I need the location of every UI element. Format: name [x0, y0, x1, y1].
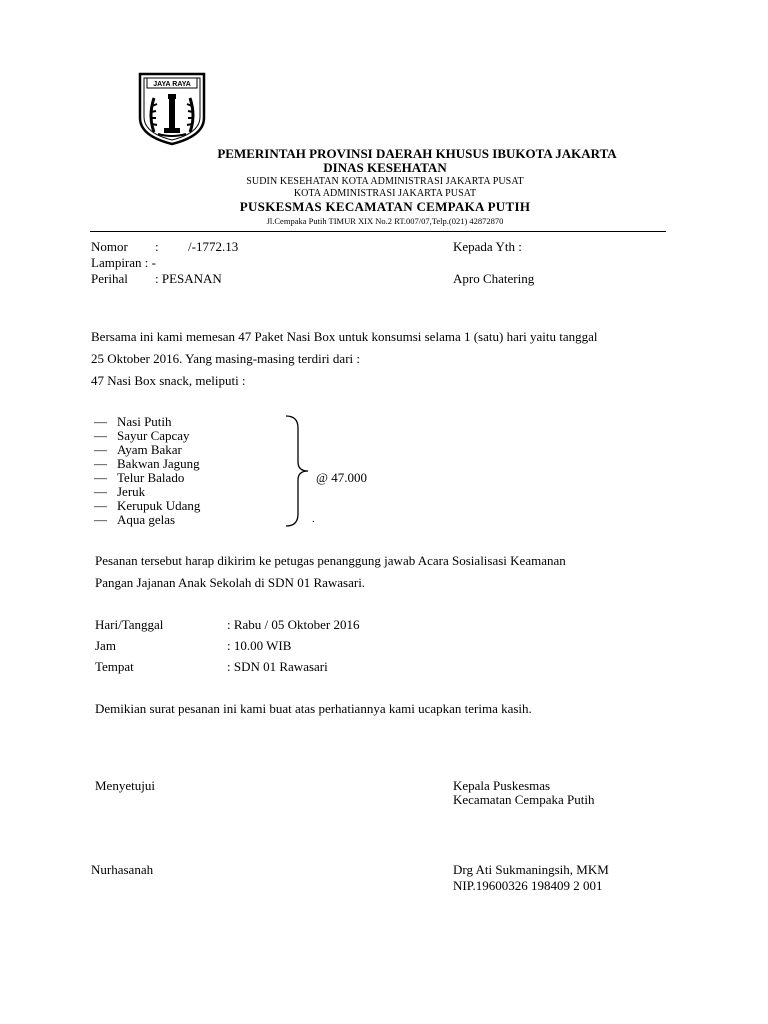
header-government: PEMERINTAH PROVINSI DAERAH KHUSUS IBUKOTA JAKARTA — [217, 146, 617, 161]
list-item: Nasi Putih — [117, 414, 172, 429]
list-bullet: — — [94, 498, 107, 513]
list-bullet: — — [94, 442, 107, 457]
perihal-label: Perihal — [91, 271, 128, 286]
body-paragraph-line: Pangan Jajanan Anak Sekolah di SDN 01 Rawasari. — [95, 575, 366, 590]
body-paragraph-line: Bersama ini kami memesan 47 Paket Nasi Box untuk konsumsi selama 1 (satu) hari yaitu tanggal — [91, 329, 598, 344]
list-item: Ayam Bakar — [117, 442, 182, 457]
nomor-value: /-1772.13 — [188, 239, 239, 254]
list-item: Aqua gelas — [117, 512, 176, 527]
kepada-label: Kepada Yth : — [453, 239, 522, 254]
right-signature-name: Drg Ati Sukmaningsih, MKM — [453, 862, 609, 877]
list-bullet: — — [94, 484, 107, 499]
jakarta-emblem-icon — [138, 72, 206, 146]
list-bullet: — — [94, 470, 107, 485]
list-bullet: — — [94, 414, 107, 429]
list-item: Jeruk — [117, 484, 146, 499]
nomor-separator: : — [155, 239, 159, 254]
hari-value: : Rabu / 05 Oktober 2016 — [227, 617, 360, 632]
body-paragraph-line: 25 Oktober 2016. Yang masing-masing terdiri dari : — [91, 351, 360, 366]
hari-label: Hari/Tanggal — [95, 617, 164, 632]
lampiran-label: Lampiran : - — [91, 255, 156, 270]
tempat-label: Tempat — [95, 659, 134, 674]
item-price: @ 47.000 — [316, 470, 367, 485]
jam-value: : 10.00 WIB — [227, 638, 292, 653]
body-paragraph-line: Pesanan tersebut harap dikirim ke petugas penanggung jawab Acara Sosialisasi Keamanan — [95, 553, 566, 568]
list-item: Sayur Capcay — [117, 428, 190, 443]
list-bullet: — — [94, 428, 107, 443]
stray-dot: . — [312, 514, 315, 525]
header-department: DINAS KESEHATAN — [323, 160, 447, 175]
closing-sentence: Demikian surat pesanan ini kami buat atas perhatiannya kami ucapkan terima kasih. — [95, 701, 532, 716]
jam-label: Jam — [95, 638, 116, 653]
header-sudin: SUDIN KESEHATAN KOTA ADMINISTRASI JAKARTA PUSAT — [246, 176, 524, 187]
right-signature-nip: NIP.19600326 198409 2 001 — [453, 878, 603, 893]
perihal-value: : PESANAN — [155, 271, 222, 286]
recipient-name: Apro Chatering — [453, 271, 535, 286]
nomor-label: Nomor — [91, 239, 128, 254]
list-item: Kerupuk Udang — [117, 498, 201, 513]
list-bullet: — — [94, 456, 107, 471]
header-address: Jl.Cempaka Putih TIMUR XIX No.2 RT.007/07,Telp.(021) 42872870 — [266, 216, 504, 226]
tempat-value: : SDN 01 Rawasari — [227, 659, 328, 674]
header-divider — [90, 231, 666, 232]
list-bullet: — — [94, 512, 107, 527]
list-item: Bakwan Jagung — [117, 456, 200, 471]
curly-brace-icon — [284, 414, 314, 528]
jaya-raya-logo — [138, 72, 206, 146]
body-paragraph-line: 47 Nasi Box snack, meliputi : — [91, 373, 246, 388]
right-signature-title: Kepala Puskesmas — [453, 778, 551, 793]
right-signature-subtitle: Kecamatan Cempaka Putih — [453, 792, 595, 807]
left-signature-name: Nurhasanah — [91, 862, 154, 877]
list-item: Telur Balado — [117, 470, 185, 485]
header-city: KOTA ADMINISTRASI JAKARTA PUSAT — [293, 188, 477, 199]
left-signature-title: Menyetujui — [95, 778, 155, 793]
logo-motto: JAYA RAYA — [153, 81, 191, 88]
header-puskesmas: PUSKESMAS KECAMATAN CEMPAKA PUTIH — [239, 199, 531, 214]
